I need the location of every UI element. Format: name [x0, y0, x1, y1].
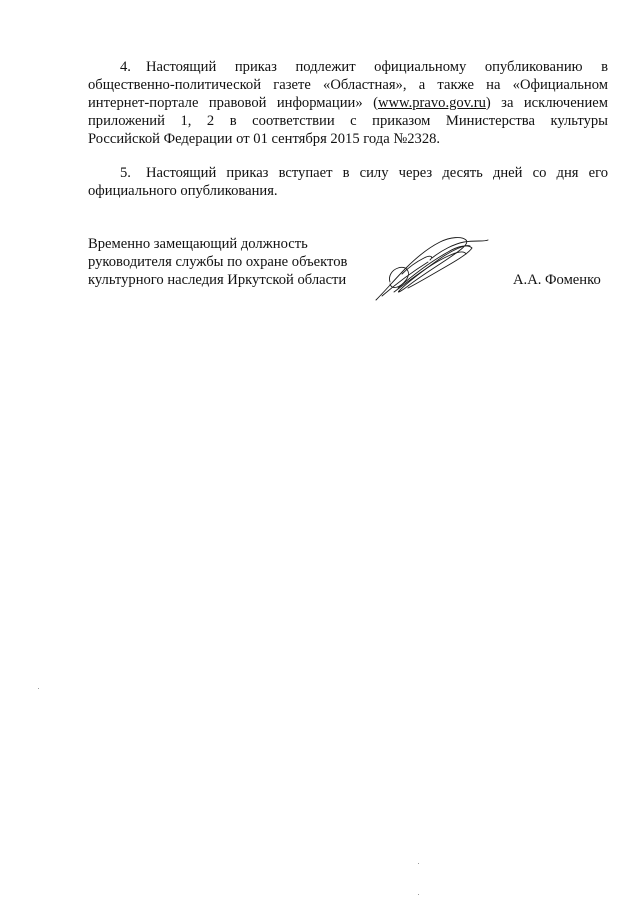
position-line-2: руководителя службы по охране объектов — [88, 254, 348, 270]
position-line-3: культурного наследия Иркутской области — [88, 272, 347, 288]
paragraph-4-number: 4. — [120, 59, 131, 75]
pravo-gov-link[interactable]: www.pravo.gov.ru — [377, 95, 486, 111]
paragraph-4-line-1: 4. Настоящий приказ подлежит официальному опубликованию в — [120, 59, 608, 75]
paragraph-4-line-4: приложений 1, 2 в соответствии с приказом Министерства культуры — [88, 113, 608, 129]
signer-name: А.А. Фоменко — [513, 272, 601, 288]
paragraph-4-line-5: Российской Федерации от 01 сентября 2015 года №2328. — [88, 131, 441, 147]
paragraph-4-line-2: общественно-политической газете «Областная», а также на «Официальном — [88, 77, 608, 93]
paragraph-5-line-2: официального опубликования. — [88, 183, 278, 199]
paragraph-4 — [88, 58, 608, 148]
scan-speck — [38, 688, 39, 689]
signatory-position — [88, 235, 347, 289]
position-line-1: Временно замещающий должность — [88, 236, 308, 252]
paragraph-5 — [88, 164, 608, 200]
paragraph-5-line-1: 5. Настоящий приказ вступает в силу через десять дней со дня его — [120, 165, 608, 181]
paragraph-4-line-3: интернет-портале правовой информации» (www.pravo.gov.ru) за исключением — [88, 95, 609, 111]
scan-speck — [418, 863, 419, 864]
paragraph-5-number: 5. — [120, 165, 131, 181]
handwritten-signature-icon — [372, 232, 490, 304]
scan-speck — [418, 894, 419, 895]
